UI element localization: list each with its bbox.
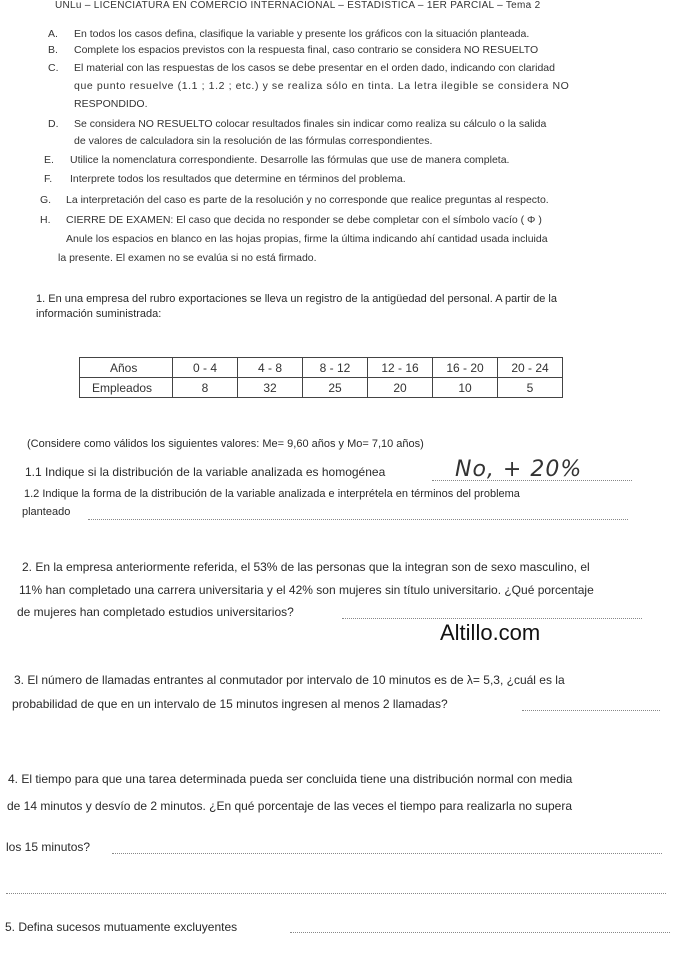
table-cell-count: 20 bbox=[368, 378, 433, 398]
q4-answer-line-2 bbox=[6, 893, 666, 894]
q1-1-handwritten-answer: No, + 20% bbox=[455, 457, 583, 482]
q4-text-line3: los 15 minutos? bbox=[6, 840, 91, 854]
table-cell-count: 25 bbox=[303, 378, 368, 398]
q1-intro-line2: información suministrada: bbox=[36, 308, 162, 320]
table-row-label: Empleados bbox=[80, 378, 173, 398]
table-cell-interval: 0 - 4 bbox=[173, 358, 238, 378]
table-row-label: Años bbox=[80, 358, 173, 378]
table-cell-interval: 16 - 20 bbox=[433, 358, 498, 378]
q3-answer-line bbox=[522, 710, 660, 711]
table-cell-interval: 4 - 8 bbox=[238, 358, 303, 378]
instructions-list: A. En todos los casos defina, clasifique la variable y presente los gráficos con la situación planteada. B. Complete los espacios previstos con la respuesta final, caso contrario se considera NO RESUELTO C. El material con las respuestas de los casos se debe presentar en el orden dado, indicando con claridad que punto resuelve (1.1 ; 1.2 ; etc.) y se realiza sólo en tinta. La letra ilegible se considera NO RESPONDIDO. D. Se considera NO RESUELTO colocar resultados finales sin indicar como realiza su cálculo o la salida de valores de calculadora sin la resolución de las fórmulas correspondientes. E. Utilice la nomenclatura correspondiente. Desarrolle las fórmulas que use de manera completa. F. Interprete todos los resultados que determine en términos del problema. G. La interpretación del caso es parte de la resolución y no corresponde que realice preguntas al respecto. H. CIERRE DE EXAMEN: El caso que decida no responder se debe completar con el símbolo vacío ( Φ ) Anule los espacios en blanco en las hojas propias, firme la última indicando ahí cantidad usada incluida la presente. El examen no se evalúa si no está firmado. bbox=[40, 28, 570, 264]
q2-text-line2: 11% han completado una carrera universitaria y el 42% son mujeres sin título universitario. ¿Qué porcentaje bbox=[19, 583, 594, 597]
table-cell-count: 10 bbox=[433, 378, 498, 398]
table-row-employees bbox=[80, 378, 563, 398]
q1-intro-line1: 1. En una empresa del rubro exportaciones se lleva un registro de la antigüedad del personal. A partir de la bbox=[36, 293, 557, 305]
frequency-table bbox=[79, 357, 563, 398]
q1-2-answer-line bbox=[88, 519, 628, 520]
watermark: Altillo.com bbox=[440, 620, 541, 645]
q5-answer-line bbox=[290, 932, 670, 933]
table-cell-count: 5 bbox=[498, 378, 563, 398]
table-cell-count: 8 bbox=[173, 378, 238, 398]
q5-text-line1: 5. Defina sucesos mutuamente excluyentes bbox=[5, 920, 238, 934]
q1-2-text-line1: 1.2 Indique la forma de la distribución de la variable analizada e interprétela en términos del problema bbox=[24, 488, 520, 500]
q3-text-line1: 3. El número de llamadas entrantes al conmutador por intervalo de 10 minutos es de λ= 5,3, ¿cuál es la bbox=[14, 673, 565, 687]
q2-text-line3: de mujeres han completado estudios universitarios? bbox=[17, 605, 294, 619]
q2-answer-line bbox=[342, 618, 642, 619]
q3-text-line2: probabilidad de que en un intervalo de 15 minutos ingresen al menos 2 llamadas? bbox=[12, 697, 448, 711]
q1-2-text-line2: planteado bbox=[22, 506, 71, 518]
table-cell-count: 32 bbox=[238, 378, 303, 398]
exam-header: UNLu – LICENCIATURA EN COMERCIO INTERNACIONAL – ESTADISTICA – 1ER PARCIAL – Tema 2 bbox=[55, 0, 541, 11]
q2-text-line1: 2. En la empresa anteriormente referida, el 53% de las personas que la integran son de sexo masculino, el bbox=[22, 560, 590, 574]
values-note: (Considere como válidos los siguientes valores: Me= 9,60 años y Mo= 7,10 años) bbox=[27, 438, 424, 450]
table-cell-interval: 12 - 16 bbox=[368, 358, 433, 378]
q4-answer-line-1 bbox=[112, 853, 662, 854]
q1-1-text: 1.1 Indique si la distribución de la variable analizada es homogénea bbox=[25, 465, 386, 479]
table-row-years bbox=[80, 358, 563, 378]
table-cell-interval: 8 - 12 bbox=[303, 358, 368, 378]
table-cell-interval: 20 - 24 bbox=[498, 358, 563, 378]
q4-text-line2: de 14 minutos y desvío de 2 minutos. ¿En qué porcentaje de las veces el tiempo para realizarla no supera bbox=[7, 799, 572, 813]
q4-text-line1: 4. El tiempo para que una tarea determinada pueda ser concluida tiene una distribución normal con media bbox=[8, 772, 573, 786]
